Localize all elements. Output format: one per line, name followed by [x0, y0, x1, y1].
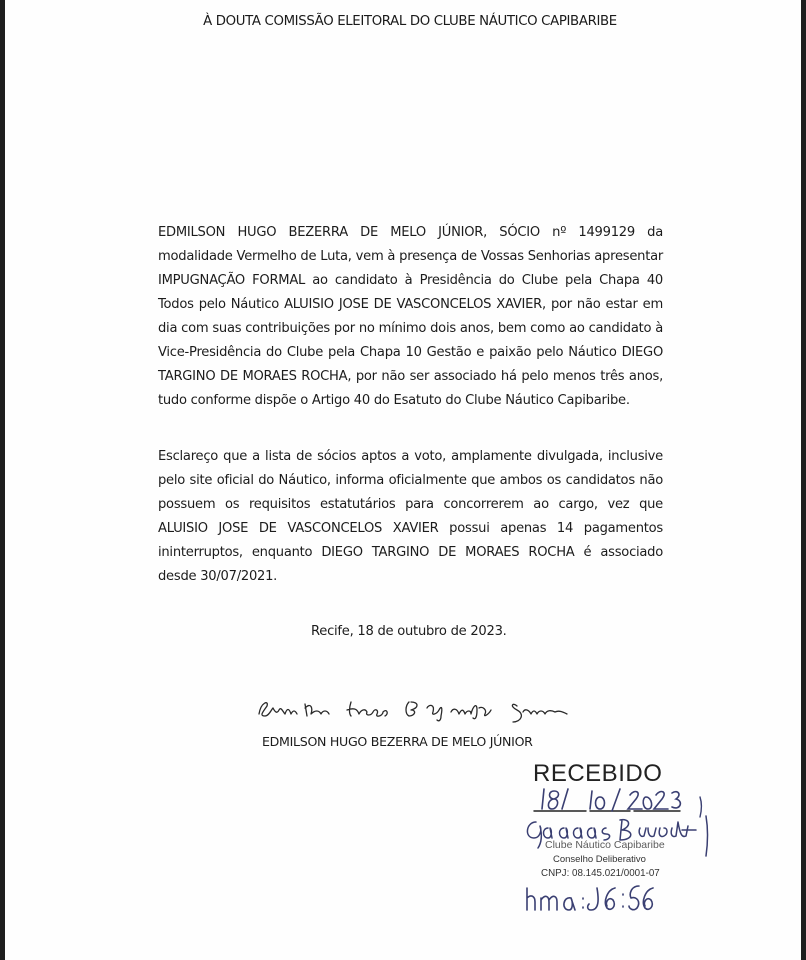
stamp-club-name: Clube Náutico Capibaribe — [545, 839, 665, 851]
paragraph-line: Vice-Presidência do Clube pela Chapa 10 Gestão e paixão pelo Náutico DIEGO — [158, 345, 663, 360]
paragraph-line: possuem os requisitos estatutários para concorrerem ao cargo, vez que — [158, 497, 663, 512]
receipt-stamp-title: RECEBIDO — [533, 760, 663, 787]
paragraph-line: tudo conforme dispõe o Artigo 40 do Esatuto do Clube Náutico Capibaribe. — [158, 393, 630, 408]
paragraph-clarification — [158, 445, 663, 589]
scan-edge-right — [801, 0, 806, 960]
paragraph-line: TARGINO DE MORAES ROCHA, por não ser associado há pelo menos três anos, — [158, 369, 663, 384]
paragraph-line: pelo site oficial do Náutico, informa oficialmente que ambos os candidatos não — [158, 473, 663, 488]
paragraph-line: modalidade Vermelho de Luta, vem à presença de Vossas Senhorias apresentar — [158, 249, 663, 264]
paragraph-line: Esclareço que a lista de sócios aptos a voto, amplamente divulgada, inclusive — [158, 449, 663, 464]
paragraph-line: EDMILSON HUGO BEZERRA DE MELO JÚNIOR, SÓCIO nº 1499129 da — [158, 225, 663, 240]
stamp-council: Conselho Deliberativo — [553, 854, 646, 865]
document-heading: À DOUTA COMISSÃO ELEITORAL DO CLUBE NÁUTICO CAPIBARIBE — [203, 14, 617, 29]
stamp-cnpj: CNPJ: 08.145.021/0001-07 — [541, 868, 660, 879]
place-and-date: Recife, 18 de outubro de 2023. — [311, 624, 507, 639]
paragraph-impugnation — [158, 221, 663, 413]
signer-name: EDMILSON HUGO BEZERRA DE MELO JÚNIOR — [262, 734, 533, 749]
paragraph-line: ininterruptos, enquanto DIEGO TARGINO DE MORAES ROCHA é associado — [158, 545, 663, 560]
receiver-signature — [520, 812, 720, 860]
paragraph-line: ALUISIO JOSE DE VASCONCELOS XAVIER possui apenas 14 pagamentos — [158, 521, 663, 536]
paragraph-line: Todos pelo Náutico ALUISIO JOSE DE VASCONCELOS XAVIER, por não estar em — [158, 297, 663, 312]
signature-scribble-icon — [255, 692, 625, 726]
receipt-time-handwritten — [523, 880, 653, 914]
paragraph-line: dia com suas contribuições por no mínimo dois anos, bem como ao candidato à — [158, 321, 663, 336]
paragraph-line: IMPUGNAÇÃO FORMAL ao candidato à Presidência do Clube pela Chapa 40 — [158, 273, 663, 288]
handwritten-signature — [255, 692, 625, 726]
receiver-scribble-icon — [520, 812, 720, 860]
paragraph-line: desde 30/07/2021. — [158, 569, 278, 584]
handwritten-time-icon — [523, 880, 653, 914]
